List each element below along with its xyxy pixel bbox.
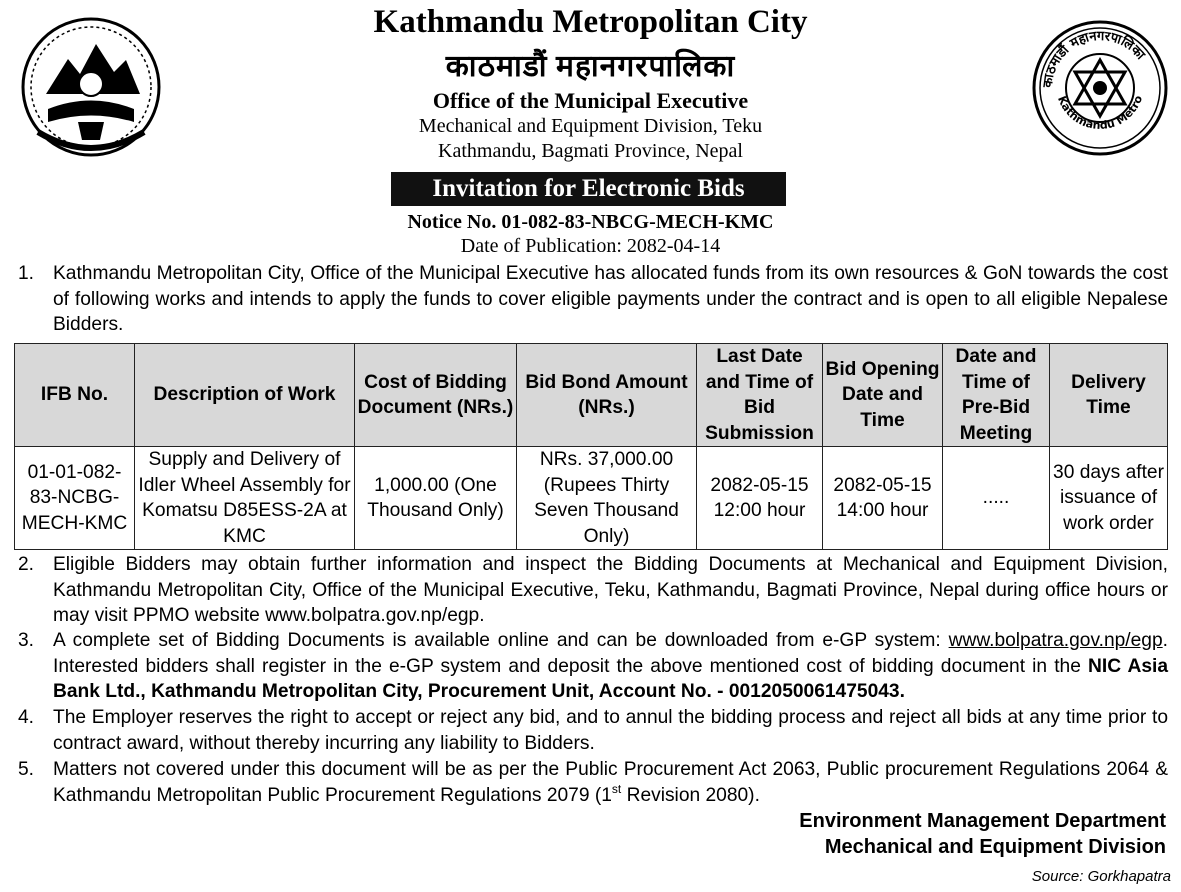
notice-number: Notice No. 01-082-83-NBCG-MECH-KMC [407,211,774,233]
city-title-nepali: काठमाडौं महानगरपालिका [445,50,736,83]
header-last-date: Last Date and Time of Bid Submission [697,344,823,447]
paragraph-2-text: Eligible Bidders may obtain further information and inspect the Bidding Documents at Mechanical and Equipment Division, Kathmandu Metropolitan City, Office of the Municipal Executive, Teku, Kathmandu, Bagmati Province, Nepal during office hours or may visit PPMO website www.bolpatra.gov.np/egp. [53,554,1168,626]
paragraph-5-part-b: Revision 2080). [621,784,760,806]
division-name: Mechanical and Equipment Division, Teku [418,115,763,137]
city-title: Kathmandu Metropolitan City [373,4,808,40]
paragraph-5 [18,757,1168,808]
paragraph-1-number: 1. [18,263,35,284]
seal-text-english: Kathmandu Metro [1055,93,1146,133]
paragraph-2 [18,552,1168,629]
paragraph-3 [18,628,1168,705]
footer-division: Mechanical and Equipment Division [824,836,1166,858]
paragraph-5-text [53,757,1168,808]
cell-cost-document: 1,000.00 (One Thousand Only) [355,447,517,550]
paragraph-3-text [53,628,1168,705]
paragraph-2-number: 2. [18,554,35,575]
cell-last-date: 2082-05-15 12:00 hour [697,447,823,550]
seal-text-nepali: काठमाडौं महानगरपालिका [1040,28,1148,89]
publication-date: Date of Publication: 2082-04-14 [460,235,721,257]
table-header-row [15,344,1168,447]
source-credit: Source: Gorkhapatra [1031,868,1171,885]
footer-department: Environment Management Department [799,810,1166,832]
cell-bid-bond: NRs. 37,000.00 (Rupees Thirty Seven Thousand Only) [517,447,697,550]
paragraph-4-number: 4. [18,707,35,728]
bolpatra-link[interactable]: www.bolpatra.gov.np/egp [948,630,1163,651]
paragraph-3-part-a: A complete set of Bidding Documents is available online and can be downloaded from e-GP system: [53,630,949,651]
cell-description: Supply and Delivery of Idler Wheel Assembly for Komatsu D85ESS-2A at KMC [135,447,355,550]
header-ifb-no: IFB No. [15,344,135,447]
paragraph-3-number: 3. [18,630,35,651]
paragraph-4 [18,705,1168,756]
header-bid-bond: Bid Bond Amount (NRs.) [517,344,697,447]
bids-table [14,343,1168,550]
cell-ifb-no: 01-01-082-83-NCBG-MECH-KMC [15,447,135,550]
table-row [15,447,1168,550]
paragraph-3-part-b: . Interested bidders shall register in the e-GP system and deposit the above mentioned cost of bidding document in the [53,630,1168,677]
paragraph-1 [18,261,1168,338]
kmc-seal-logo [1030,18,1170,158]
paragraph-5-number: 5. [18,759,35,780]
office-name: Office of the Municipal Executive [432,88,749,113]
header-description: Description of Work [135,344,355,447]
header-delivery: Delivery Time [1050,344,1168,447]
header [0,0,1181,260]
cell-bid-opening: 2082-05-15 14:00 hour [823,447,943,550]
header-bid-opening: Bid Opening Date and Time [823,344,943,447]
header-pre-bid: Date and Time of Pre-Bid Meeting [943,344,1050,447]
cell-delivery: 30 days after issuance of work order [1050,447,1168,550]
footer-signature [799,808,1166,860]
cell-pre-bid: ..... [943,447,1050,550]
paragraph-5-part-a: Matters not covered under this document will be as per the Public Procurement Act 2063, Public procurement Regulations 2064 & Kathmandu Metropolitan Public Procurement Regulations 2079 (1 [53,759,1168,806]
bank-account-details: NIC Asia Bank Ltd., Kathmandu Metropolitan City, Procurement Unit, Account No. - 0012050061475043. [53,655,1168,702]
header-cost-document: Cost of Bidding Document (NRs.) [355,344,517,447]
address: Kathmandu, Bagmati Province, Nepal [438,140,743,162]
paragraph-5-superscript: st [611,781,622,796]
paragraph-1-text: Kathmandu Metropolitan City, Office of the Municipal Executive has allocated funds from its own resources & GoN towards the cost of following works and intends to apply the funds to cover eligible payments under the contract and is open to all eligible Nepalese Bidders. [53,263,1168,335]
invitation-banner: Invitation for Electronic Bids [391,172,786,206]
paragraph-4-text: The Employer reserves the right to accept or reject any bid, and to annul the bidding process and reject all bids at any time prior to contract award, without thereby incurring any liability to Bidders. [53,707,1168,754]
